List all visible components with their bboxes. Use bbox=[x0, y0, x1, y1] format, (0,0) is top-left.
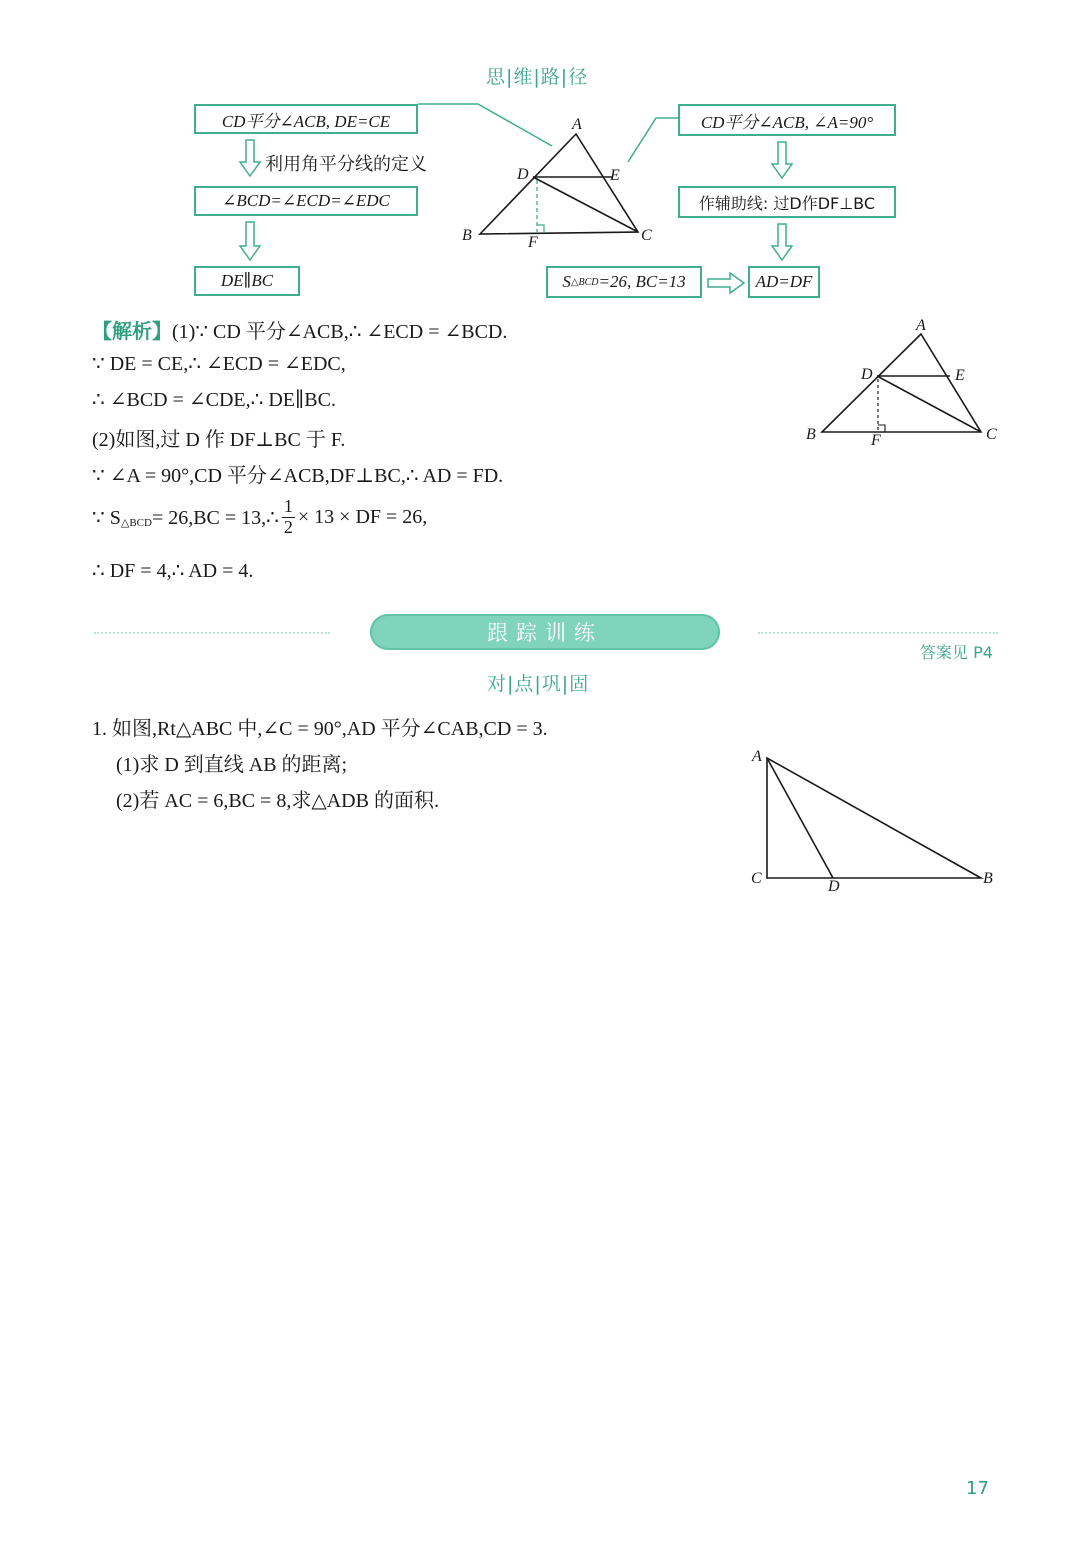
fig1-label-e: E bbox=[610, 167, 620, 184]
answer-reference: 答案见 P4 bbox=[920, 643, 993, 662]
question-1-part-1: (1)求 D 到直线 AB 的距离; bbox=[116, 754, 348, 776]
solution-line-5: ∵ ∠A = 90°,CD 平分∠ACB,DF⊥BC,∴ AD = FD. bbox=[92, 465, 504, 487]
fig2-label-d: D bbox=[861, 366, 873, 383]
thinking-path-heading: 思|维|路|径 bbox=[486, 66, 589, 88]
flow-box-given-left: CD平分∠ACB, DE=CE bbox=[194, 104, 418, 134]
divider-right bbox=[758, 632, 998, 634]
solution-line-1 bbox=[92, 315, 507, 344]
solution-line-7: ∴ DF = 4,∴ AD = 4. bbox=[92, 560, 254, 582]
area-rest: =26, BC=13 bbox=[598, 272, 686, 291]
page-number: 17 bbox=[966, 1478, 989, 1499]
fig2-label-e: E bbox=[955, 367, 965, 384]
sol6-a: ∵ S bbox=[92, 506, 121, 529]
solution-line-2: ∵ DE = CE,∴ ∠ECD = ∠EDC, bbox=[92, 353, 346, 375]
solution-tag: 【解析】 bbox=[92, 319, 172, 343]
area-s: S bbox=[562, 272, 571, 291]
fig3-label-d: D bbox=[828, 878, 840, 895]
fig3-label-b: B bbox=[983, 870, 993, 887]
fig2-label-a: A bbox=[916, 317, 926, 334]
training-banner: 跟踪训练 bbox=[370, 614, 720, 650]
thinking-path-diagram bbox=[0, 0, 1080, 310]
solution-line-6 bbox=[92, 497, 427, 538]
flow-box-ad-equals-df: AD=DF bbox=[748, 266, 820, 298]
fig1-label-d: D bbox=[517, 166, 529, 183]
question-1-part-2: (2)若 AC = 6,BC = 8,求△ADB 的面积. bbox=[116, 790, 439, 812]
sol6-sub: △BCD bbox=[120, 516, 152, 529]
flow-box-auxiliary-line: 作辅助线: 过D作DF⊥BC bbox=[678, 186, 896, 218]
fig3-label-a: A bbox=[752, 748, 762, 765]
fig2-label-f: F bbox=[871, 432, 881, 449]
fraction-one-half bbox=[282, 497, 295, 538]
fig2-label-b: B bbox=[806, 426, 816, 443]
frac-den: 2 bbox=[283, 516, 293, 537]
flow-note-angle-bisector: 利用角平分线的定义 bbox=[265, 154, 427, 175]
sol6-c: × 13 × DF = 26, bbox=[297, 505, 428, 528]
flow-box-angles-equal: ∠BCD=∠ECD=∠EDC bbox=[194, 186, 418, 216]
area-subscript: △BCD bbox=[570, 276, 599, 288]
fig1-label-c: C bbox=[641, 227, 652, 244]
frac-num: 1 bbox=[283, 496, 293, 516]
solution-text-1: (1)∵ CD 平分∠ACB,∴ ∠ECD = ∠BCD. bbox=[172, 321, 508, 343]
fig1-label-f: F bbox=[528, 234, 538, 251]
fig1-label-a: A bbox=[572, 116, 582, 133]
fig2-label-c: C bbox=[986, 426, 997, 443]
question-1: 1. 如图,Rt△ABC 中,∠C = 90°,AD 平分∠CAB,CD = 3. bbox=[92, 718, 548, 740]
flow-box-given-right: CD平分∠ACB, ∠A=90° bbox=[678, 104, 896, 136]
question-figure bbox=[740, 740, 1010, 900]
solution-line-3: ∴ ∠BCD = ∠CDE,∴ DE∥BC. bbox=[92, 389, 336, 411]
fig3-label-c: C bbox=[751, 870, 762, 887]
fig1-label-b: B bbox=[462, 227, 472, 244]
flow-box-conclusion-parallel: DE∥BC bbox=[194, 266, 300, 296]
divider-left bbox=[94, 632, 330, 634]
training-subheading: 对|点|巩|固 bbox=[487, 673, 590, 695]
sol6-b: = 26,BC = 13,∴ bbox=[151, 506, 279, 529]
solution-line-4: (2)如图,过 D 作 DF⊥BC 于 F. bbox=[92, 429, 346, 451]
